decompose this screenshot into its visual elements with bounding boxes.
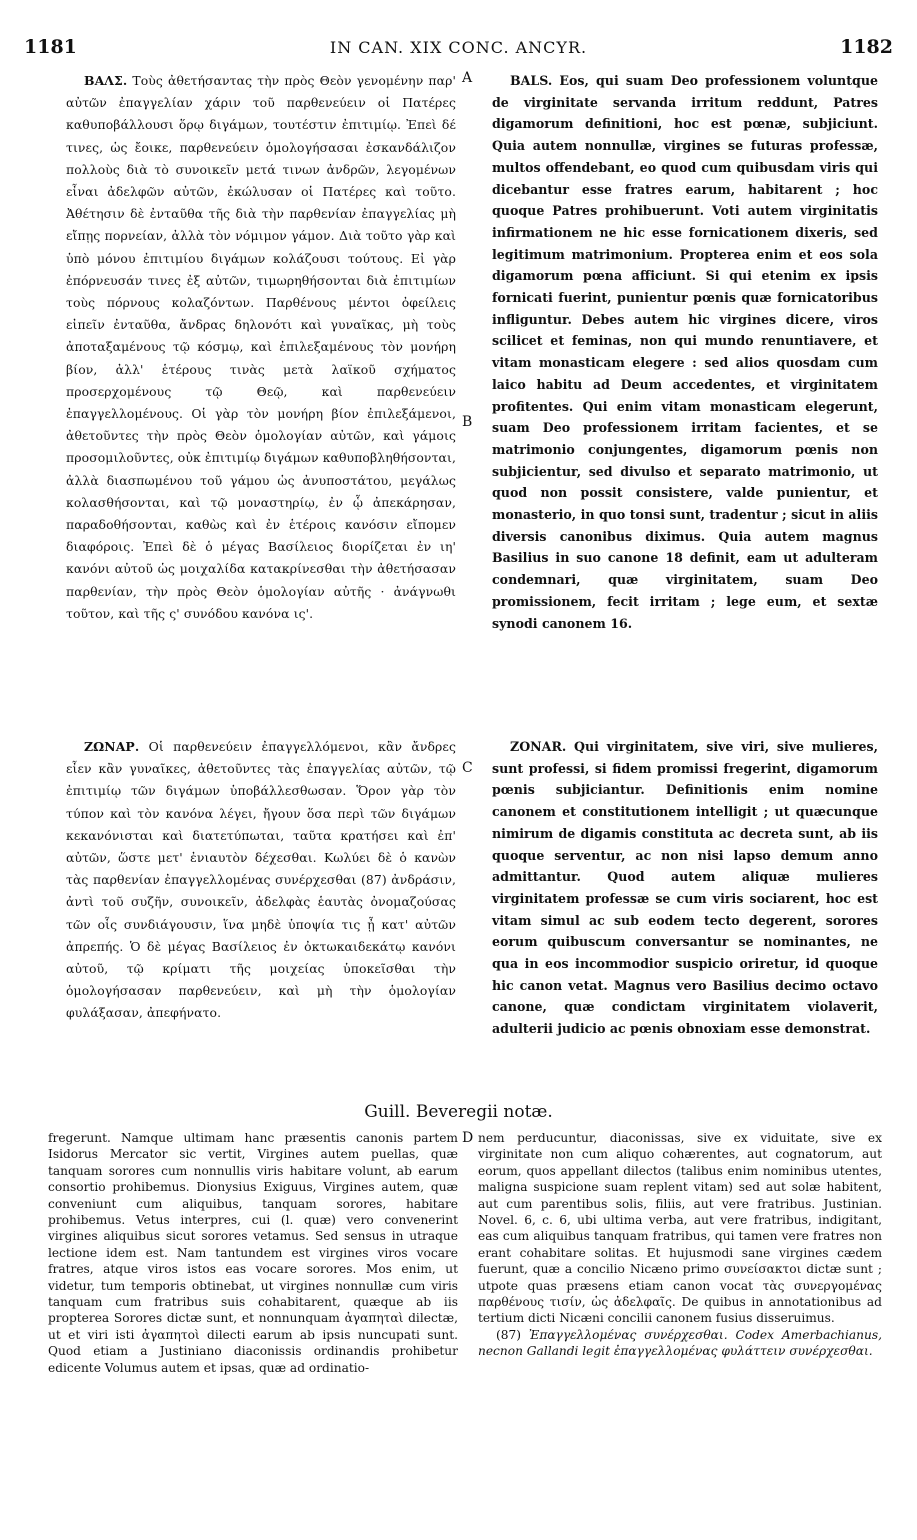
greek-zonar-block xyxy=(66,736,456,1025)
page-number-right: 1182 xyxy=(840,36,893,58)
running-header xyxy=(24,36,893,58)
footnote-label: (87) xyxy=(496,1327,522,1342)
greek-zonar-label: ΖΩΝΑΡ. xyxy=(84,739,140,754)
footnote-87 xyxy=(478,1327,882,1360)
page-number-left: 1181 xyxy=(24,36,77,58)
running-title: IN CAN. XIX CONC. ANCYR. xyxy=(329,38,588,57)
latin-zonar-label: ZONAR. xyxy=(510,739,567,754)
margin-letter-c: C xyxy=(462,760,473,776)
latin-zonar-text: Qui virginitatem, sive viri, sive mulieres, sunt professi, si fidem promissi fregerint, digamorum pœnis subjiciantur. Definitionis enim nomine canonem et constitutionem intelligit ; ut quæcunque nimirum de digamis constituta ac decreta sunt, ab iis quoque serventur, ac non nisi lapso demum anno admittantur. Quod autem aliquæ mulieres virginitatem professæ se cum viris sociarent, hoc est vitam simul ac sub eodem tecto degerent, sorores eorum quibuscum conversantur se nominantes, ne qua in eos incommodior suspicio oriretur, id quoque hic canon vetat. Magnus vero Basilius decimo octavo canone, quæ condictam virginitatem violaverit, adulterii judicio ac pœnis obnoxiam esse demonstrat. xyxy=(492,739,878,1037)
margin-letter-b: B xyxy=(462,414,473,430)
greek-bals-block xyxy=(66,70,456,625)
notes-left-text: fregerunt. Namque ultimam hanc præsentis canonis partem Isidorus Mercator sic vertit, Virgines autem puellas, quæ tanquam sorores cum nonnullis viris habitare volunt, ab earum consortio prohibemus. Dionysius Exiguus, Virgines autem, quæ conveniunt cum aliquibus, tanquam sorores, habitare prohibemus. Vetus interpres, cui (l. quæ) vero convenerint virgines aliquibus sicut sorores vetamus. Sed sensus in utraque lectione idem est. Nam tantundem est virgines viros vocare fratres, atque viros istos eas vocare sorores. Mos enim, ut videtur, tum temporis obtinebat, ut virgines nonnullæ cum viris tanquam cum fratribus suis cohabitarent, quæque ab iis propterea Sorores dictæ sunt, et nonnunquam ἀγαπηταὶ dilectæ, ut et viri isti ἀγαπητοὶ dilecti earum ab ipsis nuncupati sunt. Quod etiam a Justiniano diaconissis ordinandis prohibetur edicente Volumus autem et ipsas, quæ ad ordinatio- xyxy=(48,1131,458,1375)
notes-right-column xyxy=(478,1130,882,1360)
notes-left-column xyxy=(48,1130,458,1376)
latin-zonar-block xyxy=(492,736,878,1040)
greek-bals-text: Τοὺς ἀθετήσαντας τὴν πρὸς Θεὸν γενομένην παρ' αὐτῶν ἐπαγγελίαν χάριν τοῦ παρθενεύειν οἱ Πατέρες καθυποβάλλουσι ὅρῳ διγάμων, τουτέστιν ἐπιτιμίῳ. Ἐπεὶ δέ τινες, ὡς ἔοικε, παρθενεύειν ὁμολογήσασαι ἐσκανδάλιζον πολλοὺς διὰ τὸ συνοικεῖν μετά τινων ἀνδρῶν, λεγομένων εἶναι ἀδελφῶν αὐτῶν, ἐκώλυσαν οἱ Πατέρες καὶ τοῦτο. Ἀθέτησιν δὲ ἐνταῦθα τῆς διὰ τὴν παρθενίαν ἐπαγγελίας μὴ εἴπῃς πορνείαν, ἀλλὰ τὸν νόμιμον γάμον. Διὰ τοῦτο γὰρ καὶ ὑπὸ μόνου ἐπιτιμίου διγάμων κολάζουσι τούτους. Εἰ γὰρ ἐπόρνευσάν τινες ἐξ αὐτῶν, τιμωρηθήσονται διὰ ἐπιτιμίων τοὺς πόρνους κολαζόντων. Παρθένους μέντοι ὀφείλεις εἰπεῖν ἐνταῦθα, ἄνδρας δηλονότι καὶ γυναῖκας, μὴ τοὺς ἀποταξαμένους τῷ κόσμῳ, καὶ ἐπιλεξαμένους τὸν μονήρη βίον, ἀλλ' ἑτέρους τινὰς μετὰ λαϊκοῦ σχήματος προσερχομένους τῷ Θεῷ, καὶ παρθενεύειν ἐπαγγελλομένους. Οἱ γὰρ τὸν μονήρη βίον ἐπιλεξάμενοι, ἀθετοῦντες τὴν πρὸς Θεὸν ὁμολογίαν αὐτῶν, καὶ γάμοις προσομιλοῦντες, οὐκ ἐπιτιμίῳ διγάμων καθυποβληθήσονται, ἀλλὰ διασπωμένου τοῦ γάμου ὡς ἀνυποστάτου, μεγάλως κολασθήσονται, καὶ τῷ μοναστηρίῳ, ἐν ᾧ ἀπεκάρησαν, παραδοθήσονται, καθὼς καὶ ἐν ἑτέροις κανόσιν εἴπομεν διαφόροις. Ἐπεὶ δὲ ὁ μέγας Βασίλειος διορίζεται ἐν ιη' κανόνι αὐτοῦ ὡς μοιχαλίδα κατακρίνεσθαι τὴν ἀθετήσασαν παρθενίαν, τὴν πρὸς Θεὸν ὁμολογίαν αὐτῆς · ἀνάγνωθι τοῦτον, καὶ τῆς ς' συνόδου κανόνα ις'. xyxy=(66,73,456,621)
margin-letter-a: A xyxy=(462,70,473,86)
margin-letter-d: D xyxy=(462,1130,474,1146)
latin-bals-label: BALS. xyxy=(510,73,553,88)
greek-zonar-text: Οἱ παρθενεύειν ἐπαγγελλόμενοι, κἂν ἄνδρες εἶεν κἂν γυναῖκες, ἀθετοῦντες τὰς ἐπαγγελίας αὐτῶν, τῷ ἐπιτιμίῳ τῶν διγάμων ὑποβάλλεσθωσαν. Ὅρον γὰρ τὸν τύπον καὶ τὸν κανόνα λέγει, ἤγουν ὅσα περὶ τῶν διγάμων κεκανόνισται καὶ διατετύπωται, ταῦτα κρατήσει καὶ ἐπ' αὐτῶν, ὥστε μετ' ἐνιαυτὸν δέχεσθαι. Κωλύει δὲ ὁ κανὼν τὰς παρθενίαν ἐπαγγελλομένας συνέρχεσθαι (87) ἀνδράσιν, ἀντὶ τοῦ συζῆν, συνοικεῖν, ἀδελφὰς ἑαυτὰς ὀνομαζούσας τῶν οἷς συνδιάγουσιν, ἵνα μηδὲ ὑποψία τις ᾖ κατ' αὐτῶν ἀπρεπής. Ὁ δὲ μέγας Βασίλειος ἐν ὀκτωκαιδεκάτῳ κανόνι αὐτοῦ, τῷ κρίματι τῆς μοιχείας ὑποκεῖσθαι τὴν ὁμολογήσασαν παρθενεύειν, καὶ μὴ τὴν ὁμολογίαν φυλάξασαν, ἀπεφήνατο. xyxy=(66,739,456,1021)
latin-bals-text: Eos, qui suam Deo professionem voluntque de virginitate servanda irritum reddunt, Patres digamorum definitioni, hoc est pœnæ, subjiciunt. Quia autem nonnullæ, virgines se futuras professæ, multos offendebant, eo quod cum quibusdam viris qui dicebantur esse fratres earum, habitarent ; hoc quoque Patres prohibuerunt. Voti autem virginitatis infirmationem ne hic esse fornicationem dixeris, sed legitimum matrimonium. Propterea enim et eos sola digamorum pœna afficiunt. Si qui etenim ex ipsis fornicati fuerint, punientur pœnis quæ fornicatoribus infliguntur. Debes autem hic virgines dicere, viros scilicet et feminas, non qui mundo renuntiavere, et vitam monasticam elegere : sed alios quosdam cum laico habitu ad Deum accedentes, et virginitatem profitentes. Qui enim vitam monasticam elegerunt, suam Deo professionem irritam facientes, et se matrimonio conjungentes, digamorum pœnis non subjicientur, sed divulso et separato matrimonio, ut quod non possit consistere, valde punientur, et monasterio, in quo tonsi sunt, tradentur ; sicut in aliis diversis canonibus diximus. Quia autem magnus Basilius in suo canone 18 definit, eam ut adulteram condemnari, quæ virginitatem, suam Deo promissionem, fecit irritam ; lege eum, et sextæ synodi canonem 16. xyxy=(492,73,878,631)
latin-bals-block xyxy=(492,70,878,634)
greek-bals-label: ΒΑΛΣ. xyxy=(84,73,128,88)
footnote-text: Ἐπαγγελλομένας συνέρχεσθαι. Codex Amerbachianus, necnon Gallandi legit ἐπαγγελλομένας φυλάττειν συνέρχεσθαι. xyxy=(478,1327,882,1359)
notes-title: Guill. Beveregii notæ. xyxy=(364,1102,553,1122)
notes-right-text: nem perducuntur, diaconissas, sive ex viduitate, sive ex virginitate non cum aliquo cohærentes, aut cognatorum, aut eorum, quos appellant dilectos (talibus enim nominibus utentes, maligna suspicione suam replent vitam) sed aut solæ habitent, aut cum parentibus solis, filiis, aut vere fratribus. Justinian. Novel. 6, c. 6, ubi ultima verba, aut vere fratribus, indigitant, eas cum aliquibus tanquam fratribus, qui tamen vere fratres non erant cohabitare solitas. Et hujusmodi sane virgines cædem fuerunt, quæ a concilio Nicæno primo συνείσακτοι dictæ sunt ; utpote quas præsens etiam canon vocat τὰς συνεργομένας παρθένους τισίν, ὡς ἀδελφαῖς. De quibus in annotationibus ad tertium dicti Nicæni concilii canonem fusius disseruimus. xyxy=(478,1131,882,1326)
